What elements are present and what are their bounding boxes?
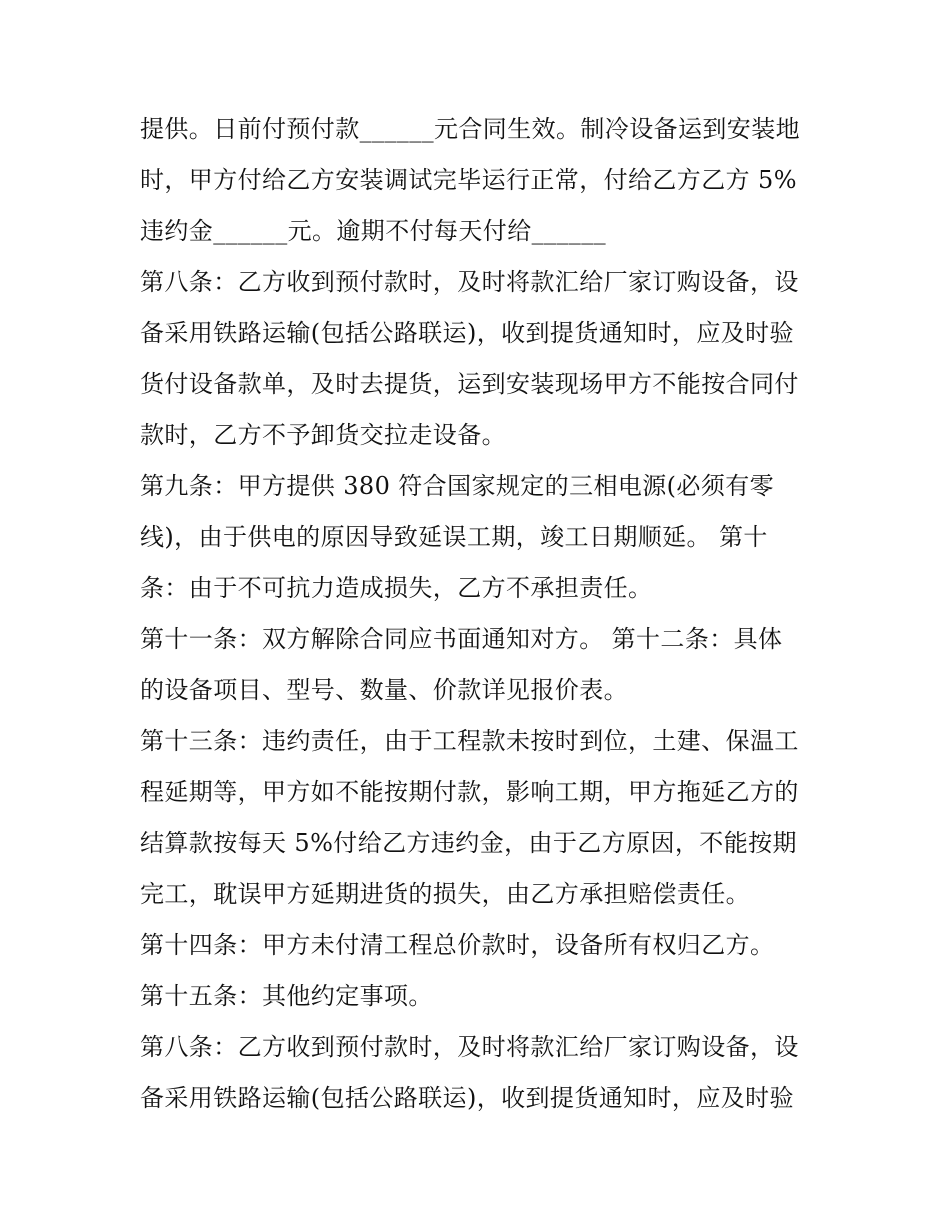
text-line: 条：由于不可抗力造成损失，乙方不承担责任。 (140, 574, 653, 602)
text-line: 线)，由于供电的原因导致延误工期，竣工日期顺延。 第十 (140, 523, 768, 551)
text-line: 违约金______元。逾期不付每天付给______ (140, 217, 606, 245)
document-body (140, 104, 830, 1124)
text-line: 时，甲方付给乙方安装调试完毕运行正常，付给乙方乙方 5% (140, 166, 797, 194)
text-line: 第八条：乙方收到预付款时，及时将款汇给厂家订购设备，设 (140, 1033, 799, 1061)
text-line: 第十五条：其他约定事项。 (140, 982, 433, 1010)
text-line: 提供。日前付预付款______元合同生效。制冷设备运到安装地 (140, 115, 800, 143)
text-line: 第十四条：甲方未付清工程总价款时，设备所有权归乙方。 (140, 931, 775, 959)
text-line: 第八条：乙方收到预付款时，及时将款汇给厂家订购设备，设 (140, 268, 799, 296)
text-line: 程延期等，甲方如不能按期付款，影响工期，甲方拖延乙方的 (140, 778, 799, 806)
text-line: 结算款按每天 5%付给乙方违约金，由于乙方原因，不能按期 (140, 829, 797, 857)
text-line: 的设备项目、型号、数量、价款详见报价表。 (140, 676, 628, 704)
text-line: 货付设备款单，及时去提货，运到安装现场甲方不能按合同付 (140, 370, 799, 398)
text-line: 备采用铁路运输(包括公路联运)，收到提货通知时，应及时验 (140, 319, 794, 347)
text-line: 款时，乙方不予卸货交拉走设备。 (140, 421, 506, 449)
text-line: 第十三条：违约责任，由于工程款未按时到位，土建、保温工 (140, 727, 799, 755)
text-line: 备采用铁路运输(包括公路联运)，收到提货通知时，应及时验 (140, 1084, 794, 1112)
text-line: 第九条：甲方提供 380 符合国家规定的三相电源(必须有零 (140, 472, 775, 500)
text-line: 第十一条：双方解除合同应书面通知对方。 第十二条：具体 (140, 625, 783, 653)
text-line: 完工，耽误甲方延期进货的损失，由乙方承担赔偿责任。 (140, 880, 750, 908)
